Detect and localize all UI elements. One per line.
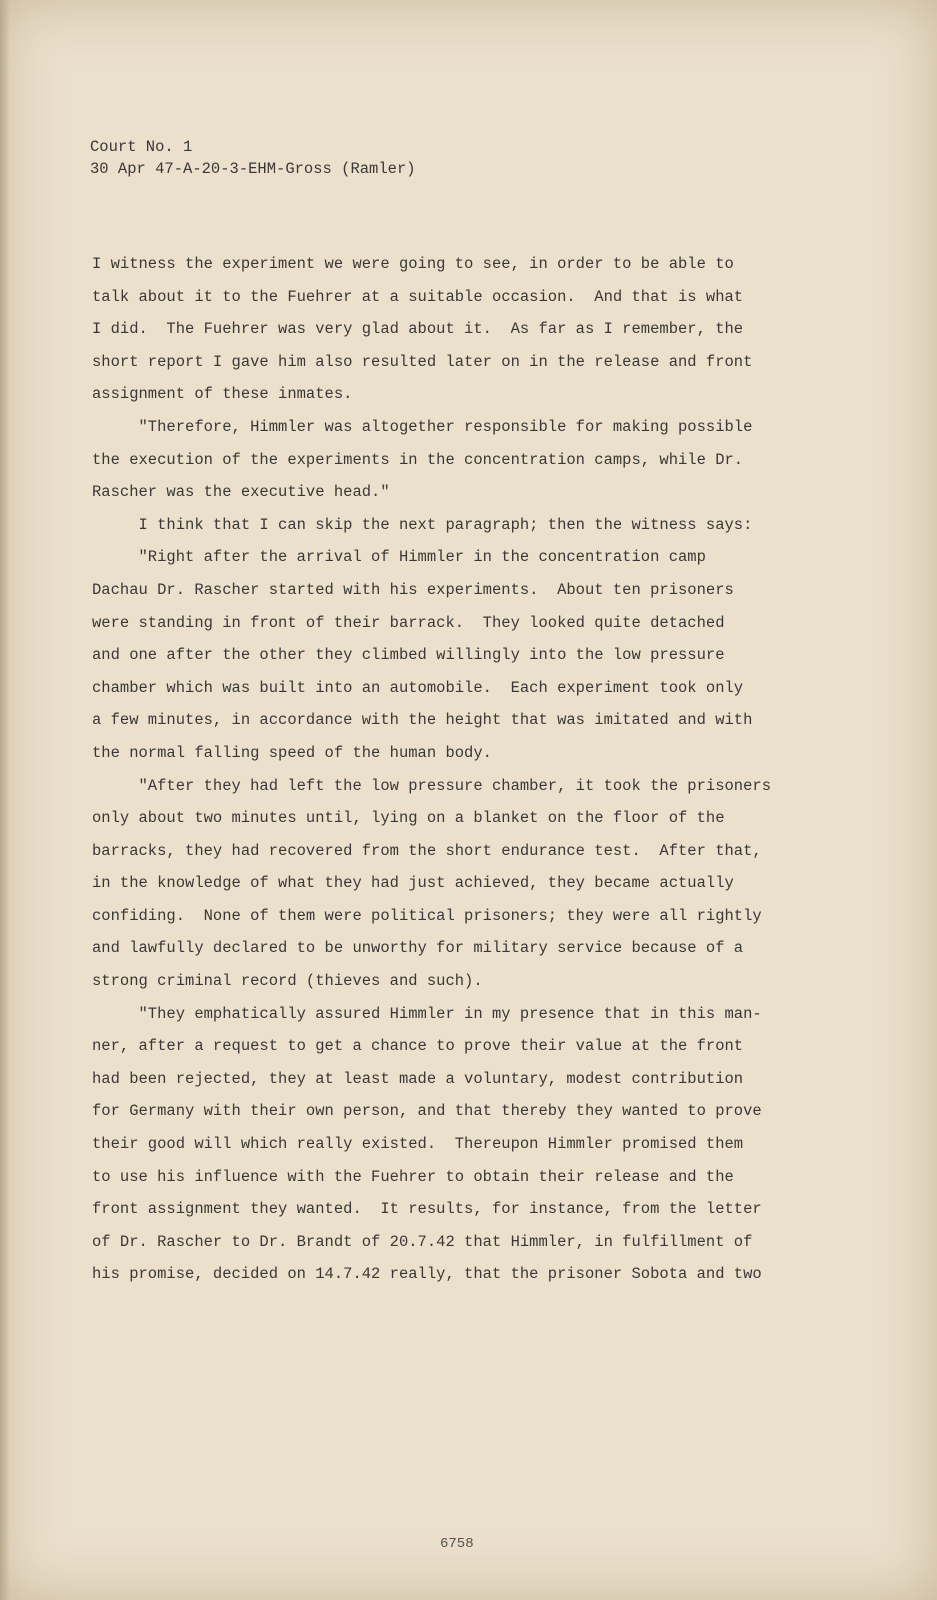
text-line: ner, after a request to get a chance to prove their value at the front [92,1037,744,1056]
text-line: I did. The Fuehrer was very glad about it. As far as I remember, the [92,320,744,339]
text-line: talk about it to the Fuehrer at a suitable occasion. And that is what [92,287,744,306]
text-line: to use his influence with the Fuehrer to obtain their release and the [92,1167,734,1186]
text-line: strong criminal record (thieves and such). [92,972,483,991]
text-line: "Right after the arrival of Himmler in the concentration camp [92,548,706,567]
text-line: "After they had left the low pressure chamber, it took the prisoners [92,776,772,795]
transcript-body [92,248,852,1291]
text-line: I think that I can skip the next paragraph; then the witness says: [92,515,753,534]
text-line: Rascher was the executive head." [92,483,390,502]
text-line: had been rejected, they at least made a voluntary, modest contribution [92,1069,744,1088]
text-line: assignment of these inmates. [92,385,353,404]
text-line: Dachau Dr. Rascher started with his experiments. About ten prisoners [92,580,734,599]
case-reference: 30 Apr 47-A-20-3-EHM-Gross (Ramler) [90,160,416,178]
text-line: and lawfully declared to be unworthy for military service because of a [92,939,744,958]
text-line: front assignment they wanted. It results, for instance, from the letter [92,1200,762,1219]
page-edge-shadow [0,0,10,1600]
text-line: a few minutes, in accordance with the height that was imitated and with [92,711,753,730]
page-number: 6758 [440,1536,474,1552]
text-line: "Therefore, Himmler was altogether responsible for making possible [92,417,753,436]
text-line: chamber which was built into an automobile. Each experiment took only [92,678,744,697]
text-line: were standing in front of their barrack. They looked quite detached [92,613,725,632]
text-line: confiding. None of them were political prisoners; they were all rightly [92,906,762,925]
text-line: the normal falling speed of the human body. [92,743,492,762]
text-line: barracks, they had recovered from the short endurance test. After that, [92,841,762,860]
text-line: only about two minutes until, lying on a blanket on the floor of the [92,809,725,828]
text-line: his promise, decided on 14.7.42 really, that the prisoner Sobota and two [92,1265,762,1284]
text-line: short report I gave him also resulted later on in the release and front [92,352,753,371]
text-line: of Dr. Rascher to Dr. Brandt of 20.7.42 that Himmler, in fulfillment of [92,1232,753,1251]
text-line: "They emphatically assured Himmler in my presence that in this man- [92,1004,762,1023]
text-line: and one after the other they climbed willingly into the low pressure [92,646,725,665]
text-line: in the knowledge of what they had just achieved, they became actually [92,874,734,893]
court-number: Court No. 1 [90,138,193,156]
text-line: the execution of the experiments in the concentration camps, while Dr. [92,450,744,469]
text-line: I witness the experiment we were going to see, in order to be able to [92,255,734,273]
document-header [90,136,416,180]
text-line: for Germany with their own person, and that thereby they wanted to prove [92,1102,762,1121]
text-line: their good will which really existed. Thereupon Himmler promised them [92,1135,744,1154]
